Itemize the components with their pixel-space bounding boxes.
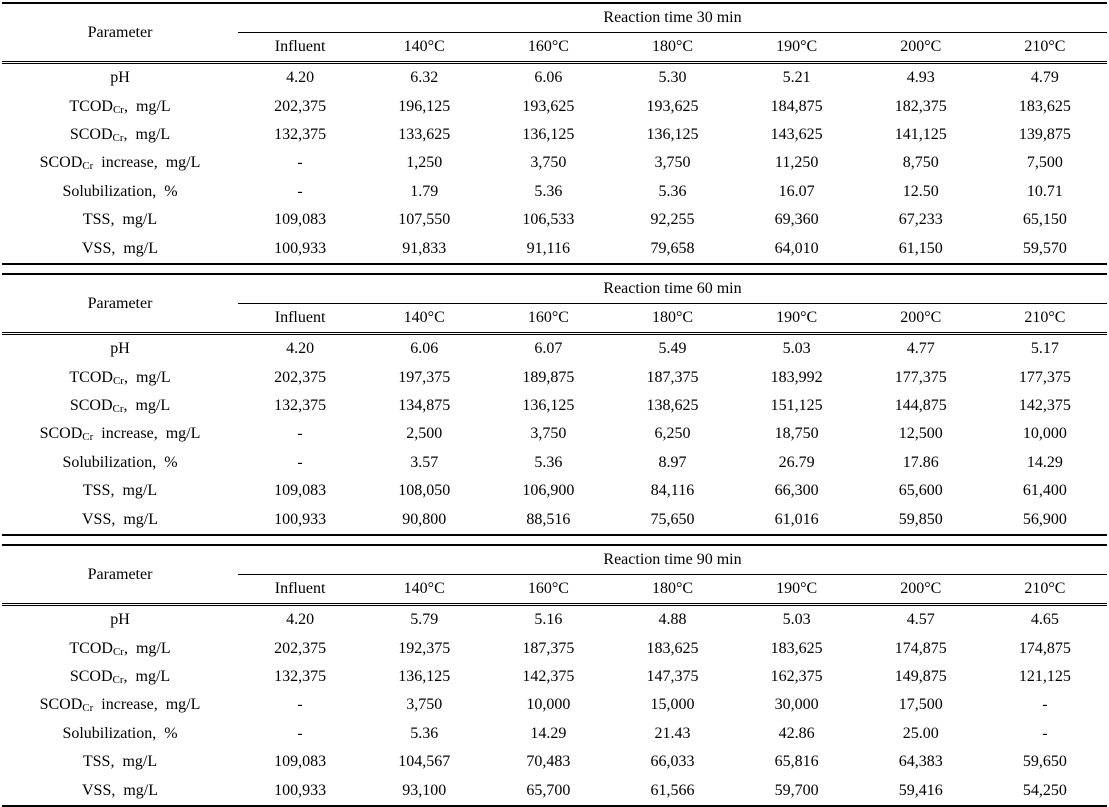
row-label: VSS, mg/L — [2, 234, 238, 263]
table-cell: 192,375 — [398, 639, 451, 657]
column-header: 190°C — [735, 33, 859, 63]
table-cell: 184,875 — [770, 97, 823, 115]
column-header: 200°C — [859, 304, 983, 334]
table-cell: 91,833 — [362, 234, 486, 263]
table-cell: 202,375 — [274, 368, 327, 386]
table-row — [2, 363, 1107, 391]
table-cell: 183,625 — [646, 639, 699, 657]
table-cell: 143,625 — [770, 125, 823, 143]
table-cell: 88,516 — [486, 505, 610, 534]
table-cell: 7,500 — [1026, 154, 1063, 172]
table-cell: 16.07 — [778, 182, 815, 200]
table-cell: 5.79 — [410, 611, 439, 629]
table-row — [2, 748, 1107, 776]
table-cell: 132,375 — [274, 125, 327, 143]
row-label-main: SCOD — [69, 396, 113, 414]
table-cell: 17,500 — [898, 696, 943, 714]
row-label — [2, 420, 238, 448]
table-cell: 4.20 — [286, 611, 315, 629]
table-cell: 138,625 — [646, 396, 699, 414]
table-cell: 59,700 — [735, 776, 859, 805]
table-cell: 136,125 — [522, 125, 575, 143]
table-90min — [2, 544, 1107, 807]
row-label-rest: , mg/L — [123, 639, 171, 657]
table-cell: 108,050 — [398, 482, 451, 500]
table-cell: 25.00 — [902, 724, 939, 742]
table-cell: 5.16 — [534, 611, 563, 629]
table-cell: 11,250 — [774, 154, 819, 172]
table-cell: - — [297, 154, 303, 172]
table-cell: 4.57 — [906, 611, 935, 629]
table-cell: 136,125 — [522, 396, 575, 414]
row-label-subscript: Cr — [112, 402, 124, 415]
column-header: 210°C — [983, 575, 1107, 605]
column-header: 190°C — [735, 575, 859, 605]
table-cell: 5.03 — [782, 611, 811, 629]
table-cell: 5.30 — [658, 69, 687, 87]
table-cell: 142,375 — [522, 667, 575, 685]
table-cell: 6.07 — [534, 340, 563, 358]
table-cell: 174,875 — [894, 639, 947, 657]
table-cell: - — [297, 724, 303, 742]
column-header: 160°C — [486, 575, 610, 605]
table-cell: 42.86 — [778, 724, 815, 742]
table-cell: 92,255 — [650, 211, 695, 229]
table-cell: - — [297, 696, 303, 714]
column-header: 200°C — [859, 575, 983, 605]
table-row — [2, 634, 1107, 662]
table-row — [2, 776, 1107, 805]
table-cell: 187,375 — [522, 639, 575, 657]
table-cell: 142,375 — [1018, 396, 1071, 414]
table-row — [2, 720, 1107, 748]
table-cell: 10,000 — [526, 696, 571, 714]
row-label — [2, 363, 238, 391]
table-body — [2, 605, 1107, 806]
table-cell: 147,375 — [646, 667, 699, 685]
table-cell: 54,250 — [983, 776, 1107, 805]
table-cell: 5.36 — [534, 453, 563, 471]
table-cell: 1,250 — [406, 154, 443, 172]
row-label: Solubilization, % — [62, 724, 178, 742]
table-cell: 2,500 — [406, 425, 443, 443]
table-cell: 59,416 — [859, 776, 983, 805]
table-row — [2, 420, 1107, 448]
table-cell: 197,375 — [398, 368, 451, 386]
group-title: Reaction time 30 min — [238, 3, 1107, 33]
table-cell: 193,625 — [522, 97, 575, 115]
table-cell: 177,375 — [1018, 368, 1071, 386]
row-label-main: TCOD — [69, 639, 113, 657]
table-cell: 196,125 — [398, 97, 451, 115]
table-cell: 59,650 — [1022, 753, 1067, 771]
table-row — [2, 392, 1107, 420]
table-row — [2, 234, 1107, 263]
table-cell: 177,375 — [894, 368, 947, 386]
row-label — [2, 634, 238, 662]
row-label-main: SCOD — [69, 667, 113, 685]
row-label: TSS, mg/L — [82, 211, 158, 229]
table-cell: 93,100 — [362, 776, 486, 805]
table-cell: 12.50 — [902, 182, 939, 200]
table-cell: 84,116 — [650, 482, 695, 500]
row-label-rest: , mg/L — [123, 125, 171, 143]
row-label-rest: increase, mg/L — [93, 425, 201, 443]
column-header: 200°C — [859, 33, 983, 63]
table-cell: 133,625 — [398, 125, 451, 143]
table-cell: 8,750 — [902, 154, 939, 172]
table-cell: 64,010 — [735, 234, 859, 263]
row-label: Solubilization, % — [62, 453, 178, 471]
column-header: Influent — [238, 304, 362, 334]
table-row — [2, 605, 1107, 635]
column-header: 210°C — [983, 33, 1107, 63]
table-cell: 15,000 — [650, 696, 695, 714]
table-cell: 1.79 — [410, 182, 439, 200]
table-row — [2, 63, 1107, 93]
row-label-rest: , mg/L — [123, 97, 171, 115]
table-cell: 149,875 — [894, 667, 947, 685]
table-cell: 4.20 — [286, 340, 315, 358]
row-label-subscript: Cr — [82, 702, 94, 715]
table-cell: 174,875 — [1018, 639, 1071, 657]
column-header: 210°C — [983, 304, 1107, 334]
table-cell: 183,625 — [1018, 97, 1071, 115]
row-label-main: SCOD — [69, 125, 113, 143]
row-label-rest: increase, mg/L — [93, 154, 201, 172]
table-cell: - — [1042, 724, 1048, 742]
table-cell: 79,658 — [610, 234, 734, 263]
table-cell: 3,750 — [406, 696, 443, 714]
table-cell: 121,125 — [1018, 667, 1071, 685]
row-label-main: SCOD — [39, 154, 83, 172]
table-30min — [2, 2, 1107, 265]
table-cell: 61,400 — [1022, 482, 1067, 500]
column-header: 160°C — [486, 33, 610, 63]
table-cell: 4.79 — [1030, 69, 1059, 87]
table-cell: 3,750 — [530, 425, 567, 443]
table-cell: 183,992 — [770, 368, 823, 386]
row-label-rest: , mg/L — [123, 667, 171, 685]
table-cell: 6.06 — [534, 69, 563, 87]
table-cell: 106,533 — [522, 211, 575, 229]
table-cell: 6.32 — [410, 69, 439, 87]
table-cell: 6,250 — [654, 425, 691, 443]
column-header: Influent — [238, 575, 362, 605]
table-cell: 104,567 — [398, 753, 451, 771]
table-row — [2, 149, 1107, 177]
table-row — [2, 663, 1107, 691]
row-label-subscript: Cr — [112, 374, 124, 387]
row-label: TSS, mg/L — [82, 482, 158, 500]
table-cell: 3.57 — [410, 453, 439, 471]
row-label: VSS, mg/L — [2, 505, 238, 534]
table-cell: 61,566 — [610, 776, 734, 805]
row-label-rest: , mg/L — [123, 396, 171, 414]
table-body — [2, 334, 1107, 535]
table-cell: 136,125 — [646, 125, 699, 143]
table-cell: 4.20 — [286, 69, 315, 87]
table-cell: 59,570 — [983, 234, 1107, 263]
row-label-main: TCOD — [69, 368, 113, 386]
table-body — [2, 63, 1107, 264]
table-cell: 64,383 — [898, 753, 943, 771]
table-cell: 107,550 — [398, 211, 451, 229]
table-cell: 67,233 — [898, 211, 943, 229]
row-label: VSS, mg/L — [2, 776, 238, 805]
table-cell: - — [1042, 696, 1048, 714]
table-cell: 5.36 — [658, 182, 687, 200]
table-60min — [2, 273, 1107, 536]
table-row — [2, 477, 1107, 505]
table-cell: - — [297, 425, 303, 443]
column-header: 180°C — [610, 33, 734, 63]
table-cell: 187,375 — [646, 368, 699, 386]
table-cell: 106,900 — [522, 482, 575, 500]
table-cell: 132,375 — [274, 396, 327, 414]
table-cell: 21.43 — [654, 724, 691, 742]
table-cell: 182,375 — [894, 97, 947, 115]
column-header: 140°C — [362, 33, 486, 63]
table-row — [2, 178, 1107, 206]
table-row — [2, 691, 1107, 719]
table-cell: 5.49 — [658, 340, 687, 358]
table-row — [2, 334, 1107, 364]
row-label — [2, 121, 238, 149]
table-cell: 4.77 — [906, 340, 935, 358]
table-cell: 14.29 — [1026, 453, 1063, 471]
table-cell: 4.93 — [906, 69, 935, 87]
row-label-main: SCOD — [39, 696, 83, 714]
table-cell: 26.79 — [778, 453, 815, 471]
table-cell: 65,700 — [486, 776, 610, 805]
row-label-subscript: Cr — [112, 131, 124, 144]
column-header: Influent — [238, 33, 362, 63]
table-cell: 5.36 — [410, 724, 439, 742]
column-header: 190°C — [735, 304, 859, 334]
table-cell: 139,875 — [1018, 125, 1071, 143]
table-cell: 189,875 — [522, 368, 575, 386]
table-cell: 5.21 — [782, 69, 811, 87]
row-label-main: TCOD — [69, 97, 113, 115]
table-cell: 90,800 — [362, 505, 486, 534]
table-cell: 69,360 — [774, 211, 819, 229]
row-label-rest: increase, mg/L — [93, 696, 201, 714]
row-label-subscript: Cr — [82, 431, 94, 444]
row-label — [2, 663, 238, 691]
parameter-header: Parameter — [2, 3, 238, 63]
row-label — [2, 392, 238, 420]
table-cell: 65,150 — [1022, 211, 1067, 229]
table-cell: 10.71 — [1026, 182, 1063, 200]
table-cell: 109,083 — [274, 482, 327, 500]
table-cell: 70,483 — [526, 753, 571, 771]
row-label-subscript: Cr — [112, 673, 124, 686]
table-cell: 56,900 — [983, 505, 1107, 534]
row-label: Solubilization, % — [62, 182, 178, 200]
table-cell: 4.65 — [1030, 611, 1059, 629]
table-row — [2, 206, 1107, 234]
group-title: Reaction time 90 min — [238, 545, 1107, 575]
table-cell: 144,875 — [894, 396, 947, 414]
table-cell: 65,816 — [774, 753, 819, 771]
table-cell: 162,375 — [770, 667, 823, 685]
table-cell: 109,083 — [274, 753, 327, 771]
row-label-subscript: Cr — [82, 160, 94, 173]
column-header: 180°C — [610, 304, 734, 334]
table-cell: 183,625 — [770, 639, 823, 657]
row-label: pH — [110, 69, 130, 87]
group-title: Reaction time 60 min — [238, 274, 1107, 304]
table-cell: 4.88 — [658, 611, 687, 629]
table-cell: 100,933 — [238, 234, 362, 263]
table-cell: 12,500 — [898, 425, 943, 443]
table-cell: 100,933 — [238, 505, 362, 534]
table-cell: 134,875 — [398, 396, 451, 414]
table-cell: 14.29 — [530, 724, 567, 742]
table-cell: 65,600 — [898, 482, 943, 500]
table-row — [2, 449, 1107, 477]
table-cell: 3,750 — [530, 154, 567, 172]
row-label — [2, 149, 238, 177]
column-header: 180°C — [610, 575, 734, 605]
column-header: 140°C — [362, 304, 486, 334]
table-cell: 151,125 — [770, 396, 823, 414]
parameter-header: Parameter — [2, 545, 238, 605]
table-cell: 202,375 — [274, 639, 327, 657]
table-cell: 100,933 — [238, 776, 362, 805]
table-cell: 59,850 — [859, 505, 983, 534]
table-cell: 8.97 — [658, 453, 687, 471]
row-label: pH — [110, 340, 130, 358]
table-cell: 61,016 — [735, 505, 859, 534]
table-cell: 5.03 — [782, 340, 811, 358]
table-cell: 18,750 — [774, 425, 819, 443]
row-label — [2, 691, 238, 719]
row-label-rest: , mg/L — [123, 368, 171, 386]
table-cell: 6.06 — [410, 340, 439, 358]
parameter-header: Parameter — [2, 274, 238, 334]
table-row — [2, 121, 1107, 149]
table-cell: 5.36 — [534, 182, 563, 200]
table-row — [2, 92, 1107, 120]
row-label-main: SCOD — [39, 425, 83, 443]
row-label-subscript: Cr — [112, 103, 124, 116]
table-cell: 66,033 — [650, 753, 695, 771]
table-cell: 61,150 — [859, 234, 983, 263]
table-cell: 66,300 — [774, 482, 819, 500]
column-header: 140°C — [362, 575, 486, 605]
table-cell: 141,125 — [894, 125, 947, 143]
table-cell: 109,083 — [274, 211, 327, 229]
table-row — [2, 505, 1107, 534]
table-cell: 202,375 — [274, 97, 327, 115]
table-cell: - — [297, 453, 303, 471]
table-cell: 75,650 — [610, 505, 734, 534]
column-header: 160°C — [486, 304, 610, 334]
row-label: pH — [110, 611, 130, 629]
table-cell: - — [297, 182, 303, 200]
table-cell: 17.86 — [902, 453, 939, 471]
row-label — [2, 92, 238, 120]
table-cell: 3,750 — [654, 154, 691, 172]
table-cell: 5.17 — [1030, 340, 1059, 358]
row-label-subscript: Cr — [112, 645, 124, 658]
table-cell: 10,000 — [1022, 425, 1067, 443]
table-cell: 132,375 — [274, 667, 327, 685]
table-cell: 193,625 — [646, 97, 699, 115]
row-label: TSS, mg/L — [82, 753, 158, 771]
table-cell: 30,000 — [774, 696, 819, 714]
table-cell: 91,116 — [486, 234, 610, 263]
table-cell: 136,125 — [398, 667, 451, 685]
